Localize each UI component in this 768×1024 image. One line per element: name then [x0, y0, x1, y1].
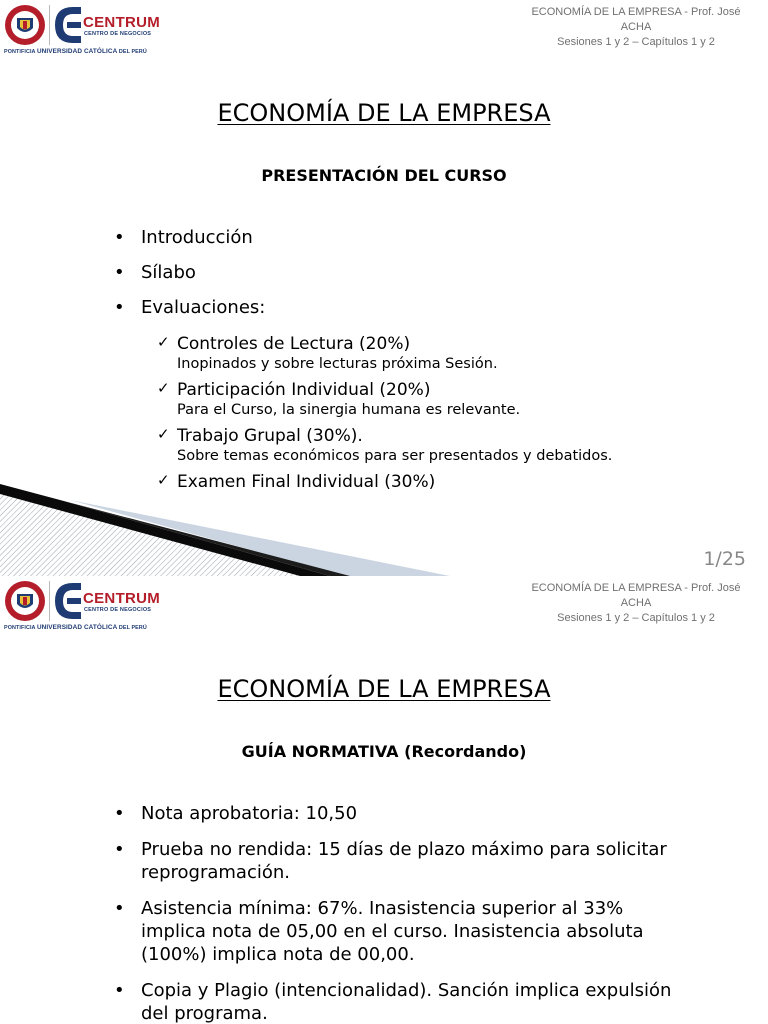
list-item: • Prueba no rendida: 15 días de plazo máximo para solicitar reprogramación.: [114, 839, 667, 883]
bullet-list: [114, 226, 265, 319]
slide-subtitle: PRESENTACIÓN DEL CURSO: [261, 166, 507, 185]
slide-subtitle: GUÍA NORMATIVA (Recordando): [241, 742, 527, 761]
evaluation-item: ✓ Controles de Lectura (20%) Inopinados y sobre lecturas próxima Sesión.: [157, 333, 498, 372]
list-item: • Copia y Plagio (intencionalidad). Sanción implica expulsión del programa.: [114, 980, 672, 1024]
check-icon: ✓: [157, 471, 170, 489]
evaluation-item: ✓ Participación Individual (20%) Para el Curso, la sinergia humana es relevante.: [157, 379, 521, 418]
list-item: • Asistencia mínima: 67%. Inasistencia superior al 33% implica nota de 05,00 en el curso. Inasistencia absoluta (100%) implica nota de 00,00.: [114, 898, 644, 965]
header-sessions: Sesiones 1 y 2 – Capítulos 1 y 2: [557, 612, 715, 624]
centrum-tagline: CENTRO DE NEGOCIOS: [84, 607, 152, 613]
centrum-wordmark: CENTRUM: [83, 14, 161, 31]
pucp-name: PONTIFICIA UNIVERSIDAD CATÓLICA DEL PERÚ: [4, 48, 147, 55]
centrum-mark-icon: [53, 5, 81, 45]
pucp-seal-icon: [4, 580, 46, 622]
university-logo: [4, 4, 164, 56]
pucp-seal-icon: [4, 4, 46, 46]
bullet-list: [114, 802, 674, 1024]
centrum-wordmark: CENTRUM: [83, 590, 161, 607]
list-item: • Introducción: [114, 227, 253, 248]
header-course: ECONOMÍA DE LA EMPRESA - Prof. José ACHA: [531, 582, 741, 609]
header-sessions: Sesiones 1 y 2 – Capítulos 1 y 2: [557, 36, 715, 48]
centrum-tagline: CENTRO DE NEGOCIOS: [84, 31, 152, 37]
list-item: • Sílabo: [114, 262, 196, 283]
slide-title: ECONOMÍA DE LA EMPRESA: [217, 675, 551, 703]
evaluation-item: ✓ Examen Final Individual (30%): [157, 471, 436, 492]
logo-divider: [49, 581, 50, 621]
check-icon: ✓: [157, 425, 170, 443]
list-item: • Nota aprobatoria: 10,50: [114, 803, 358, 824]
logo-divider: [49, 5, 50, 45]
header-info: [516, 5, 756, 50]
list-item: • Evaluaciones:: [114, 297, 266, 318]
decorative-swoosh: [0, 476, 768, 576]
centrum-mark-icon: [53, 581, 81, 621]
page-number: 1/25: [703, 548, 746, 570]
check-icon: ✓: [157, 333, 170, 351]
header-course: ECONOMÍA DE LA EMPRESA - Prof. José ACHA: [531, 6, 741, 33]
evaluation-list: [157, 333, 612, 498]
header-info: [516, 581, 756, 626]
evaluation-item: ✓ Trabajo Grupal (30%). Sobre temas económicos para ser presentados y debatidos.: [157, 425, 613, 464]
slide-2: [0, 576, 768, 1024]
pucp-name: PONTIFICIA UNIVERSIDAD CATÓLICA DEL PERÚ: [4, 624, 147, 631]
slide-title: ECONOMÍA DE LA EMPRESA: [217, 99, 551, 127]
check-icon: ✓: [157, 379, 170, 397]
university-logo: [4, 580, 164, 632]
